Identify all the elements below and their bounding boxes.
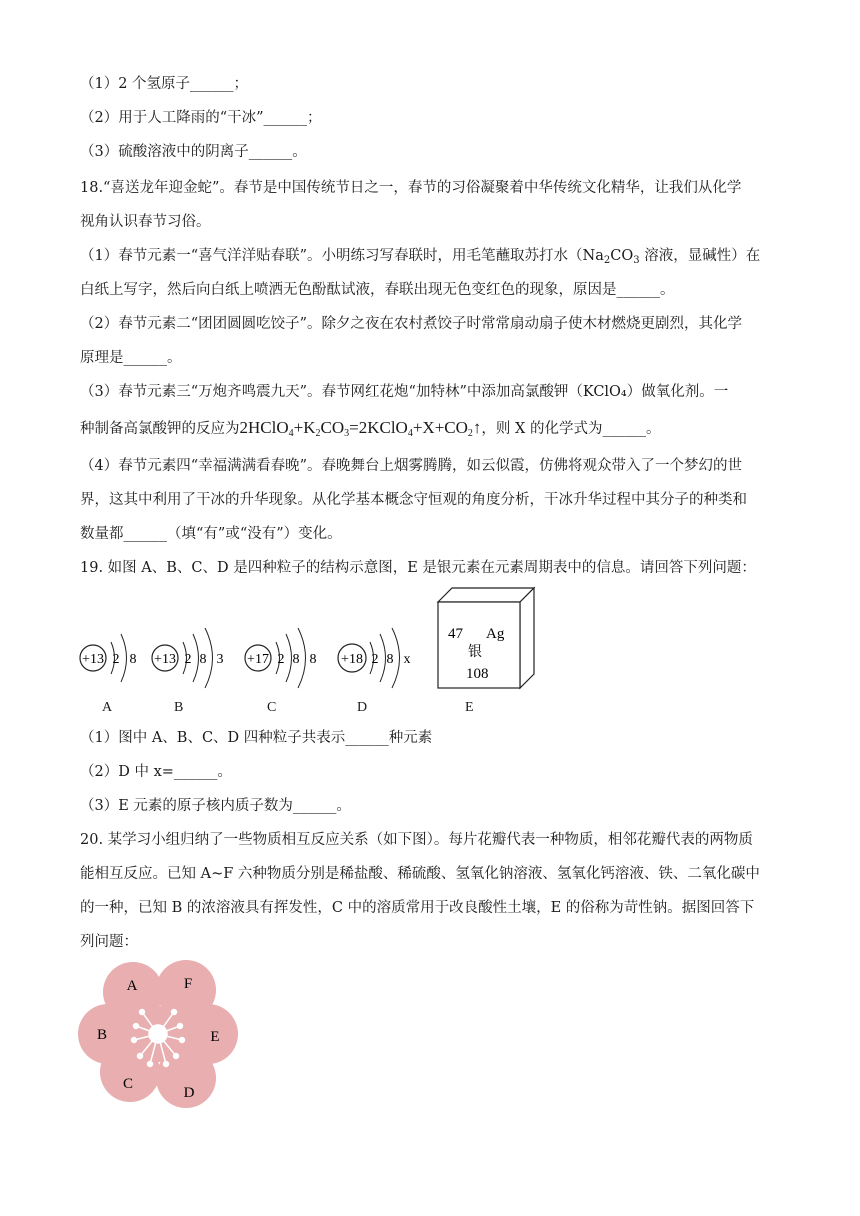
petal-label-f: F xyxy=(183,976,193,992)
q20-stem-line4: 列问题： xyxy=(80,934,138,950)
q20-stem-line3: 的一种，已知 B 的浓溶液具有挥发性，C 中的溶质常用于改良酸性土壤，E 的俗称为苛性钠。据图回答下 xyxy=(80,900,755,916)
q18-part4-line3: 数量都______（填“有”或“没有”）变化。 xyxy=(80,526,342,542)
q18-stem-line1: 18.“喜送龙年迎金蛇”。春节是中国传统节日之一，春节的习俗凝聚着中华传统文化精华，让我们从化学 xyxy=(80,180,742,196)
shell-electrons: 2 xyxy=(184,652,192,667)
reaction-equation: $2HClO_4+K_2CO_3=2KClO_4+X+CO_2↑$ xyxy=(239,418,482,439)
q20-stem-line2: 能相互反应。已知 A~F 六种物质分别是稀盐酸、稀硫酸、氢氧化钠溶液、氢氧化钙溶液、铁、二氧化碳中 xyxy=(80,866,760,882)
nucleus-charge: +18 xyxy=(341,652,363,667)
q18-part3-line2: 种制备高氯酸钾的反应为$2HClO_4+K_2CO_3=2KClO_4+X+CO_2↑$，则 X 的化学式为______。 xyxy=(80,418,661,439)
particle-diagram-c xyxy=(243,618,333,698)
element-card-silver xyxy=(438,588,538,692)
element-symbol: Ag xyxy=(486,626,505,642)
q18-stem-line2: 视角认识春节习俗。 xyxy=(80,214,211,230)
q19-part2: （2）D 中 x=______。 xyxy=(80,764,232,780)
q17-part3: （3）硫酸溶液中的阴离子______。 xyxy=(80,144,307,160)
element-name: 银 xyxy=(468,644,482,660)
nucleus-charge: +13 xyxy=(82,652,104,667)
petal-label-d: D xyxy=(183,1085,195,1101)
q20-stem-line1: 20. 某学习小组归纳了一些物质相互反应关系（如下图）。每片花瓣代表一种物质，相邻花瓣代表的两物质 xyxy=(80,832,753,848)
atomic-number: 47 xyxy=(448,626,463,642)
petal-label-c: C xyxy=(122,1076,134,1092)
particle-diagram-d xyxy=(335,618,425,698)
q19-part3: （3）E 元素的原子核内质子数为______。 xyxy=(80,798,351,814)
element-card-label: E xyxy=(465,700,474,715)
petal-label-a: A xyxy=(126,978,138,994)
particle-diagram-b xyxy=(150,618,240,698)
petal-b xyxy=(78,1004,138,1064)
particle-label-b: B xyxy=(174,700,184,715)
q18-part1-line1: （1）春节元素一“喜气洋洋贴春联”。小明练习写春联时，用毛笔蘸取苏打水（$Na_2CO_3$ 溶液，显碱性）在 xyxy=(80,248,761,266)
nucleus-charge: +17 xyxy=(247,652,269,667)
q18-part1-line2: 白纸上写字，然后向白纸上喷洒无色酚酞试液，春联出现无色变红色的现象，原因是______。 xyxy=(80,282,675,298)
shell-electrons: 8 xyxy=(386,652,394,667)
shell-electrons: 3 xyxy=(216,652,224,667)
shell-electrons: 2 xyxy=(277,652,285,667)
particle-diagram-a xyxy=(78,618,148,698)
shell-electrons: x xyxy=(403,652,411,667)
q18-part4-line2: 界，这其中利用了干冰的升华现象。从化学基本概念守恒观的角度分析，干冰升华过程中其分子的种类和 xyxy=(80,492,747,508)
particle-label-d: D xyxy=(357,700,368,715)
shell-electrons: 8 xyxy=(199,652,207,667)
flower-reaction-diagram xyxy=(78,960,243,1110)
shell-electrons: 8 xyxy=(129,652,137,667)
nucleus-charge: +13 xyxy=(154,652,176,667)
particle-label-a: A xyxy=(102,700,113,715)
q17-part2: （2）用于人工降雨的“干冰”______； xyxy=(80,110,322,126)
q18-part2-line2: 原理是______。 xyxy=(80,350,182,366)
particle-label-c: C xyxy=(267,700,277,715)
q17-part1: （1）2 个氢原子______； xyxy=(80,76,249,92)
q18-part2-line1: （2）春节元素二“团团圆圆吃饺子”。除夕之夜在农村煮饺子时常常扇动扇子使木材燃烧更剧烈，其化学 xyxy=(80,316,743,332)
shell-electrons: 2 xyxy=(371,652,379,667)
petal-label-e: E xyxy=(210,1029,220,1045)
shell-electrons: 2 xyxy=(112,652,120,667)
atomic-mass: 108 xyxy=(466,666,489,682)
q18-part4-line1: （4）春节元素四“幸福满满看春晚”。春晚舞台上烟雾腾腾，如云似霞，仿佛将观众带入了一个梦幻的世 xyxy=(80,458,743,474)
q19-part1: （1）图中 A、B、C、D 四种粒子共表示______种元素 xyxy=(80,730,433,746)
q18-part3-line1: （3）春节元素三“万炮齐鸣震九天”。春节网红花炮“加特林”中添加高氯酸钾（KClO₄）做氧化剂。一 xyxy=(80,384,729,400)
q19-stem: 19. 如图 A、B、C、D 是四种粒子的结构示意图，E 是银元素在元素周期表中的信息。请回答下列问题： xyxy=(80,560,756,576)
shell-electrons: 8 xyxy=(292,652,300,667)
petal-label-b: B xyxy=(96,1027,108,1043)
shell-electrons: 8 xyxy=(309,652,317,667)
